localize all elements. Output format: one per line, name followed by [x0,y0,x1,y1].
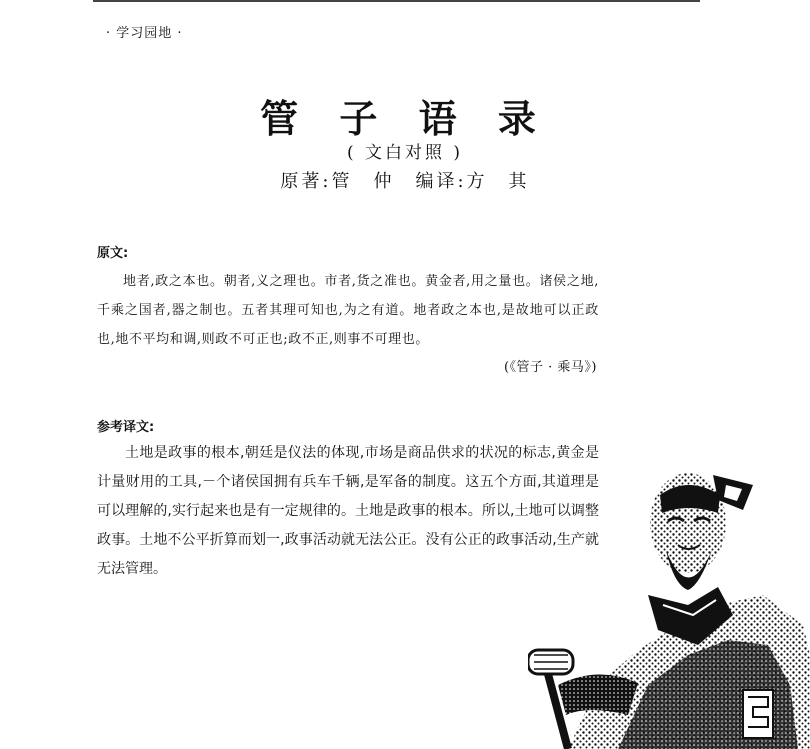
top-rule [93,0,700,2]
subtitle: ( 文白对照 ) [346,143,464,163]
source-citation: (《管子 · 乘马》) [503,360,597,375]
original-text-label: 原文: [97,246,129,261]
page-title: 管 子 语 录 [260,96,550,141]
translation-text: 土地是政事的根本,朝廷是仪法的体现,市场是商品供求的状况的标志,黄金是计量财用的工具,－个诸侯国拥有兵车千辆,是军备的制度。这五个方面,其道理是可以理解的,实行起来也是有一定规律的。土地是政事的根本。所以,土地可以调整政事。土地不公平折算而划一,政事活动就无法公正。没有公正的政事活动,生产就无法管理。 [97,445,599,577]
guan-zhong-statue-illustration [528,455,810,749]
authorship-line: 原著:管 仲 编译:方 其 [280,171,530,192]
section-tag: · 学习园地 · [106,26,183,41]
original-text: 地者,政之本也。朝者,义之理也。市者,货之准也。黄金者,用之量也。诸侯之地,千乘之国者,器之制也。五者其理可知也,为之有道。地者政之本也,是故地可以正政也,地不平均和调,则政不可正也;政不正,则事不可理也。 [97,274,599,347]
translation-label: 参考译文: [97,420,155,435]
